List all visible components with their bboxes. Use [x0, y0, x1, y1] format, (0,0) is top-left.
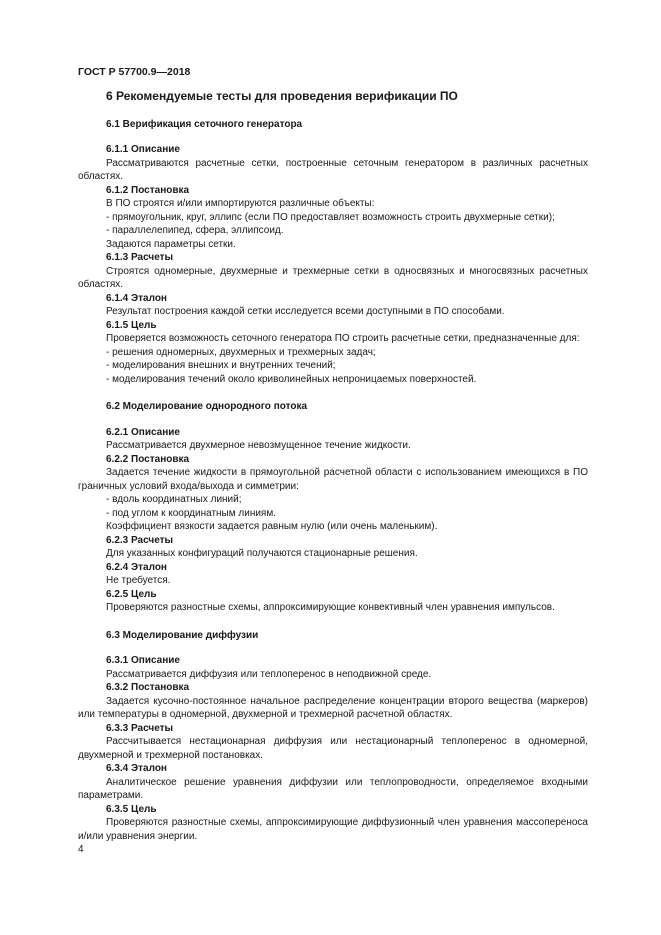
list-item: - под углом к координатным линиям.	[106, 507, 276, 519]
paragraph: Проверяется возможность сеточного генератора ПО строить расчетные сетки, предназначенные для:	[106, 333, 580, 344]
item-heading: 6.2.4 Эталон	[106, 561, 167, 573]
paragraph: Для указанных конфигураций получаются стационарные решения.	[106, 548, 418, 559]
paragraph: Не требуется.	[106, 575, 171, 586]
paragraph: Рассчитывается нестационарная диффузия или нестационарный теплоперенос в одномерной, двухмерной и трехмерной постановках.	[78, 736, 588, 761]
item-heading: 6.3.4 Эталон	[106, 763, 167, 774]
document-header: ГОСТ Р 57700.9—2018	[78, 66, 191, 78]
document-body	[78, 90, 588, 843]
list-item: - параллелепипед, сфера, эллипсоид.	[106, 225, 284, 236]
item-heading: 6.3.5 Цель	[106, 803, 157, 815]
item-heading: 6.2.3 Расчеты	[106, 534, 174, 546]
list-item: - моделирования внешних и внутренних течений;	[106, 360, 336, 371]
list-item: - моделирования течений около криволинейных непроницаемых поверхностей.	[106, 373, 477, 385]
section-title: 6 Рекомендуемые тесты для проведения верификации ПО	[106, 89, 458, 103]
paragraph: Проверяются разностные схемы, аппроксимирующие конвективный член уравнения импульсов.	[106, 602, 555, 613]
page-number: 4	[78, 844, 84, 855]
subsection-title: 6.3 Моделирование диффузии	[106, 629, 259, 641]
item-heading: 6.3.3 Расчеты	[106, 722, 174, 734]
subsections	[78, 118, 588, 844]
item-heading: 6.2.1 Описание	[106, 426, 180, 438]
subsection	[78, 400, 588, 615]
paragraph: Строятся одномерные, двухмерные и трехмерные сетки в односвязных и многосвязных расчетных областях.	[78, 265, 588, 290]
item-heading: 6.1.4 Эталон	[106, 292, 167, 304]
paragraph: Аналитическое решение уравнения диффузии или теплопроводности, определяемое входными параметрами.	[78, 776, 588, 801]
subsection-title: 6.2 Моделирование однородного потока	[106, 401, 308, 412]
subsection	[78, 118, 588, 387]
list-item: - решения одномерных, двухмерных и трехмерных задач;	[106, 346, 376, 358]
item-heading: 6.1.2 Постановка	[106, 184, 190, 196]
item-heading: 6.1.3 Расчеты	[106, 252, 174, 263]
item-heading: 6.3.1 Описание	[106, 655, 180, 666]
paragraph: Рассматривается двухмерное невозмущенное течение жидкости.	[106, 440, 411, 451]
paragraph: Рассматривается диффузия или теплоперенос в неподвижной среде.	[106, 668, 432, 680]
paragraph: Коэффициент вязкости задается равным нулю (или очень маленьким).	[106, 521, 438, 532]
paragraph: Задается кусочно-постоянное начальное распределение концентрации второго вещества (маркеров) или температуры в одномерной, двухмерной и трехмерной расчетной областях.	[78, 695, 588, 720]
paragraph: Задаются параметры сетки.	[106, 238, 236, 250]
list-item: - вдоль координатных линий;	[106, 494, 242, 505]
paragraph: Задается течение жидкости в прямоугольной расчетной области с использованием имеющихся в ПО граничных условий входа/выхода и симметрии:	[78, 467, 588, 492]
paragraph: Проверяются разностные схемы, аппроксимирующие диффузионный член уравнения массопереноса и/или уравнения энергии.	[78, 817, 588, 842]
paragraph: В ПО строятся и/или импортируются различные объекты:	[106, 198, 375, 209]
item-heading: 6.3.2 Постановка	[106, 682, 190, 693]
paragraph: Результат построения каждой сетки исследуется всеми доступными в ПО способами.	[106, 306, 505, 317]
item-heading: 6.1.1 Описание	[106, 144, 180, 155]
subsection	[78, 629, 588, 844]
item-heading: 6.2.2 Постановка	[106, 453, 190, 465]
paragraph: Рассматриваются расчетные сетки, построенные сеточным генератором в различных расчетных областях.	[78, 157, 588, 182]
list-item: - прямоугольник, круг, эллипс (если ПО предоставляет возможность строить двухмерные сетки);	[106, 211, 555, 223]
item-heading: 6.1.5 Цель	[106, 319, 157, 331]
subsection-title: 6.1 Верификация сеточного генератора	[106, 118, 303, 130]
item-heading: 6.2.5 Цель	[106, 588, 157, 600]
